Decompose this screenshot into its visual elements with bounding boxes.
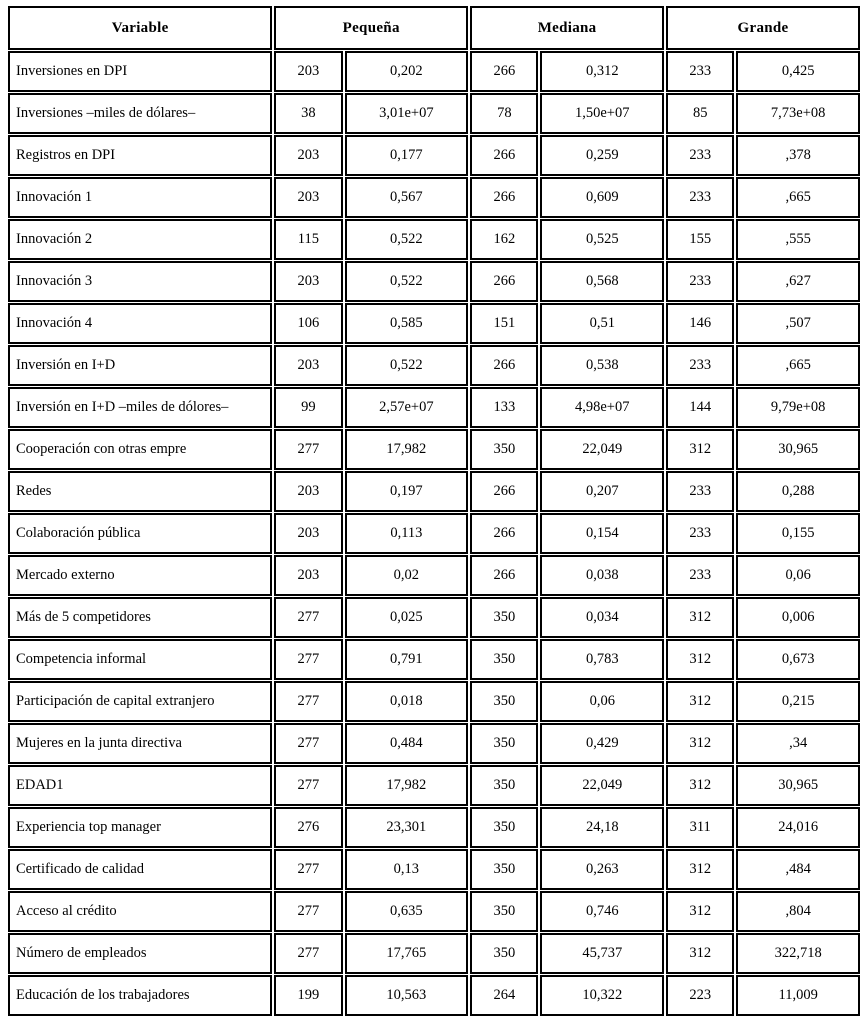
cell-grande-value: 30,965 xyxy=(736,429,860,470)
cell-mediana-value: 45,737 xyxy=(540,933,664,974)
cell-grande-value: 0,673 xyxy=(736,639,860,680)
table-row xyxy=(8,93,860,134)
cell-mediana-n: 266 xyxy=(470,513,538,554)
cell-variable: Certificado de calidad xyxy=(8,849,272,890)
cell-grande-value: 0,425 xyxy=(736,51,860,92)
table-row xyxy=(8,891,860,932)
cell-mediana-n: 264 xyxy=(470,975,538,1016)
table-row xyxy=(8,513,860,554)
cell-grande-value: 24,016 xyxy=(736,807,860,848)
cell-variable: Colaboración pública xyxy=(8,513,272,554)
cell-pequena-value: 0,635 xyxy=(345,891,469,932)
cell-grande-n: 312 xyxy=(666,429,734,470)
cell-grande-n: 233 xyxy=(666,345,734,386)
cell-mediana-n: 350 xyxy=(470,891,538,932)
table-row xyxy=(8,807,860,848)
cell-variable: Registros en DPI xyxy=(8,135,272,176)
cell-variable: Educación de los trabajadores xyxy=(8,975,272,1016)
cell-pequena-value: 0,567 xyxy=(345,177,469,218)
cell-pequena-n: 203 xyxy=(274,555,342,596)
cell-mediana-n: 350 xyxy=(470,429,538,470)
cell-pequena-value: 0,177 xyxy=(345,135,469,176)
column-header-grande: Grande xyxy=(666,6,860,50)
cell-pequena-value: 0,13 xyxy=(345,849,469,890)
cell-pequena-value: 0,02 xyxy=(345,555,469,596)
table-body xyxy=(8,51,860,1016)
descriptive-statistics-table xyxy=(6,5,862,1017)
cell-pequena-n: 277 xyxy=(274,723,342,764)
cell-pequena-n: 277 xyxy=(274,891,342,932)
cell-mediana-value: 4,98e+07 xyxy=(540,387,664,428)
cell-mediana-value: 0,154 xyxy=(540,513,664,554)
cell-mediana-value: 0,038 xyxy=(540,555,664,596)
cell-variable: Competencia informal xyxy=(8,639,272,680)
cell-mediana-value: 0,207 xyxy=(540,471,664,512)
cell-pequena-n: 203 xyxy=(274,513,342,554)
cell-grande-value: 0,006 xyxy=(736,597,860,638)
cell-mediana-n: 350 xyxy=(470,723,538,764)
cell-grande-value: ,34 xyxy=(736,723,860,764)
cell-pequena-n: 203 xyxy=(274,345,342,386)
cell-grande-value: 0,155 xyxy=(736,513,860,554)
column-header-mediana: Mediana xyxy=(470,6,664,50)
cell-mediana-value: 10,322 xyxy=(540,975,664,1016)
table-row xyxy=(8,933,860,974)
cell-mediana-value: 0,538 xyxy=(540,345,664,386)
cell-variable: Inversiones –miles de dólares– xyxy=(8,93,272,134)
cell-mediana-n: 350 xyxy=(470,681,538,722)
cell-grande-value: ,507 xyxy=(736,303,860,344)
cell-mediana-value: 0,06 xyxy=(540,681,664,722)
cell-grande-value: 7,73e+08 xyxy=(736,93,860,134)
cell-pequena-n: 203 xyxy=(274,177,342,218)
cell-pequena-n: 276 xyxy=(274,807,342,848)
cell-grande-value: 0,215 xyxy=(736,681,860,722)
table-row xyxy=(8,303,860,344)
cell-pequena-n: 99 xyxy=(274,387,342,428)
cell-variable: Cooperación con otras empre xyxy=(8,429,272,470)
cell-variable: Redes xyxy=(8,471,272,512)
cell-pequena-value: 0,522 xyxy=(345,219,469,260)
cell-grande-value: ,555 xyxy=(736,219,860,260)
table-row xyxy=(8,555,860,596)
table-row xyxy=(8,597,860,638)
cell-mediana-n: 266 xyxy=(470,177,538,218)
cell-grande-value: 11,009 xyxy=(736,975,860,1016)
table-row xyxy=(8,177,860,218)
table-row xyxy=(8,51,860,92)
cell-variable: Número de empleados xyxy=(8,933,272,974)
cell-mediana-n: 133 xyxy=(470,387,538,428)
cell-pequena-n: 106 xyxy=(274,303,342,344)
cell-mediana-value: 0,429 xyxy=(540,723,664,764)
cell-variable: Innovación 2 xyxy=(8,219,272,260)
cell-mediana-value: 0,51 xyxy=(540,303,664,344)
cell-mediana-value: 0,746 xyxy=(540,891,664,932)
cell-pequena-n: 203 xyxy=(274,261,342,302)
cell-grande-value: ,627 xyxy=(736,261,860,302)
cell-grande-n: 312 xyxy=(666,681,734,722)
cell-variable: Acceso al crédito xyxy=(8,891,272,932)
cell-grande-n: 155 xyxy=(666,219,734,260)
cell-grande-value: ,378 xyxy=(736,135,860,176)
cell-pequena-value: 0,197 xyxy=(345,471,469,512)
cell-mediana-n: 350 xyxy=(470,639,538,680)
cell-pequena-value: 0,522 xyxy=(345,261,469,302)
cell-mediana-n: 350 xyxy=(470,597,538,638)
cell-grande-value: 9,79e+08 xyxy=(736,387,860,428)
cell-variable: Inversión en I+D –miles de dólores– xyxy=(8,387,272,428)
cell-mediana-n: 266 xyxy=(470,51,538,92)
cell-mediana-n: 266 xyxy=(470,261,538,302)
cell-pequena-n: 203 xyxy=(274,135,342,176)
cell-grande-value: ,804 xyxy=(736,891,860,932)
cell-pequena-n: 277 xyxy=(274,639,342,680)
cell-mediana-value: 1,50e+07 xyxy=(540,93,664,134)
cell-mediana-n: 162 xyxy=(470,219,538,260)
cell-grande-n: 312 xyxy=(666,639,734,680)
cell-grande-value: 0,06 xyxy=(736,555,860,596)
table-row xyxy=(8,387,860,428)
column-header-pequena: Pequeña xyxy=(274,6,468,50)
cell-mediana-value: 0,525 xyxy=(540,219,664,260)
cell-mediana-n: 151 xyxy=(470,303,538,344)
table-row xyxy=(8,639,860,680)
table-row xyxy=(8,345,860,386)
table-row xyxy=(8,429,860,470)
cell-grande-n: 146 xyxy=(666,303,734,344)
cell-pequena-n: 199 xyxy=(274,975,342,1016)
cell-pequena-n: 277 xyxy=(274,765,342,806)
cell-pequena-n: 203 xyxy=(274,471,342,512)
cell-grande-value: ,665 xyxy=(736,345,860,386)
table-header xyxy=(8,6,860,50)
cell-variable: Mercado externo xyxy=(8,555,272,596)
table-row xyxy=(8,765,860,806)
cell-mediana-value: 0,783 xyxy=(540,639,664,680)
cell-mediana-value: 22,049 xyxy=(540,429,664,470)
cell-variable: Experiencia top manager xyxy=(8,807,272,848)
cell-pequena-n: 38 xyxy=(274,93,342,134)
cell-pequena-value: 17,765 xyxy=(345,933,469,974)
cell-grande-value: 0,288 xyxy=(736,471,860,512)
cell-grande-n: 144 xyxy=(666,387,734,428)
cell-variable: EDAD1 xyxy=(8,765,272,806)
cell-variable: Innovación 3 xyxy=(8,261,272,302)
table-row xyxy=(8,975,860,1016)
cell-pequena-n: 277 xyxy=(274,429,342,470)
cell-pequena-n: 277 xyxy=(274,933,342,974)
statistics-table-container xyxy=(6,5,862,1017)
cell-grande-n: 312 xyxy=(666,933,734,974)
cell-pequena-value: 2,57e+07 xyxy=(345,387,469,428)
cell-variable: Innovación 1 xyxy=(8,177,272,218)
cell-grande-n: 85 xyxy=(666,93,734,134)
cell-pequena-value: 0,018 xyxy=(345,681,469,722)
cell-grande-n: 311 xyxy=(666,807,734,848)
cell-grande-n: 223 xyxy=(666,975,734,1016)
cell-mediana-value: 24,18 xyxy=(540,807,664,848)
cell-mediana-n: 350 xyxy=(470,807,538,848)
cell-mediana-n: 350 xyxy=(470,933,538,974)
cell-pequena-value: 17,982 xyxy=(345,765,469,806)
cell-pequena-value: 0,791 xyxy=(345,639,469,680)
cell-grande-n: 233 xyxy=(666,261,734,302)
cell-pequena-value: 0,484 xyxy=(345,723,469,764)
table-row xyxy=(8,849,860,890)
cell-variable: Inversión en I+D xyxy=(8,345,272,386)
cell-variable: Participación de capital extranjero xyxy=(8,681,272,722)
cell-mediana-n: 266 xyxy=(470,471,538,512)
cell-mediana-value: 0,034 xyxy=(540,597,664,638)
cell-grande-value: ,665 xyxy=(736,177,860,218)
cell-mediana-n: 78 xyxy=(470,93,538,134)
cell-grande-n: 233 xyxy=(666,555,734,596)
cell-grande-n: 312 xyxy=(666,597,734,638)
cell-grande-n: 312 xyxy=(666,891,734,932)
cell-grande-n: 312 xyxy=(666,849,734,890)
cell-grande-n: 233 xyxy=(666,513,734,554)
header-row xyxy=(8,6,860,50)
cell-variable: Más de 5 competidores xyxy=(8,597,272,638)
cell-mediana-value: 0,609 xyxy=(540,177,664,218)
table-row xyxy=(8,219,860,260)
cell-pequena-value: 0,585 xyxy=(345,303,469,344)
cell-pequena-n: 277 xyxy=(274,681,342,722)
cell-mediana-n: 266 xyxy=(470,345,538,386)
cell-grande-value: 322,718 xyxy=(736,933,860,974)
cell-grande-n: 233 xyxy=(666,135,734,176)
table-row xyxy=(8,135,860,176)
cell-grande-n: 312 xyxy=(666,765,734,806)
cell-mediana-value: 0,568 xyxy=(540,261,664,302)
cell-grande-n: 233 xyxy=(666,471,734,512)
cell-pequena-value: 23,301 xyxy=(345,807,469,848)
column-header-variable: Variable xyxy=(8,6,272,50)
cell-variable: Mujeres en la junta directiva xyxy=(8,723,272,764)
cell-grande-n: 233 xyxy=(666,177,734,218)
cell-pequena-value: 0,522 xyxy=(345,345,469,386)
cell-grande-n: 233 xyxy=(666,51,734,92)
cell-variable: Innovación 4 xyxy=(8,303,272,344)
table-row xyxy=(8,471,860,512)
cell-mediana-value: 0,259 xyxy=(540,135,664,176)
cell-pequena-value: 0,202 xyxy=(345,51,469,92)
cell-pequena-n: 203 xyxy=(274,51,342,92)
cell-mediana-value: 0,263 xyxy=(540,849,664,890)
cell-pequena-n: 277 xyxy=(274,849,342,890)
cell-variable: Inversiones en DPI xyxy=(8,51,272,92)
cell-grande-value: 30,965 xyxy=(736,765,860,806)
cell-grande-n: 312 xyxy=(666,723,734,764)
cell-mediana-n: 266 xyxy=(470,135,538,176)
cell-mediana-n: 266 xyxy=(470,555,538,596)
cell-grande-value: ,484 xyxy=(736,849,860,890)
cell-pequena-value: 10,563 xyxy=(345,975,469,1016)
cell-pequena-value: 0,113 xyxy=(345,513,469,554)
cell-pequena-value: 0,025 xyxy=(345,597,469,638)
table-row xyxy=(8,681,860,722)
cell-mediana-value: 0,312 xyxy=(540,51,664,92)
table-row xyxy=(8,261,860,302)
cell-pequena-n: 277 xyxy=(274,597,342,638)
cell-mediana-n: 350 xyxy=(470,849,538,890)
cell-mediana-value: 22,049 xyxy=(540,765,664,806)
cell-pequena-value: 17,982 xyxy=(345,429,469,470)
cell-pequena-n: 115 xyxy=(274,219,342,260)
table-row xyxy=(8,723,860,764)
cell-pequena-value: 3,01e+07 xyxy=(345,93,469,134)
cell-mediana-n: 350 xyxy=(470,765,538,806)
